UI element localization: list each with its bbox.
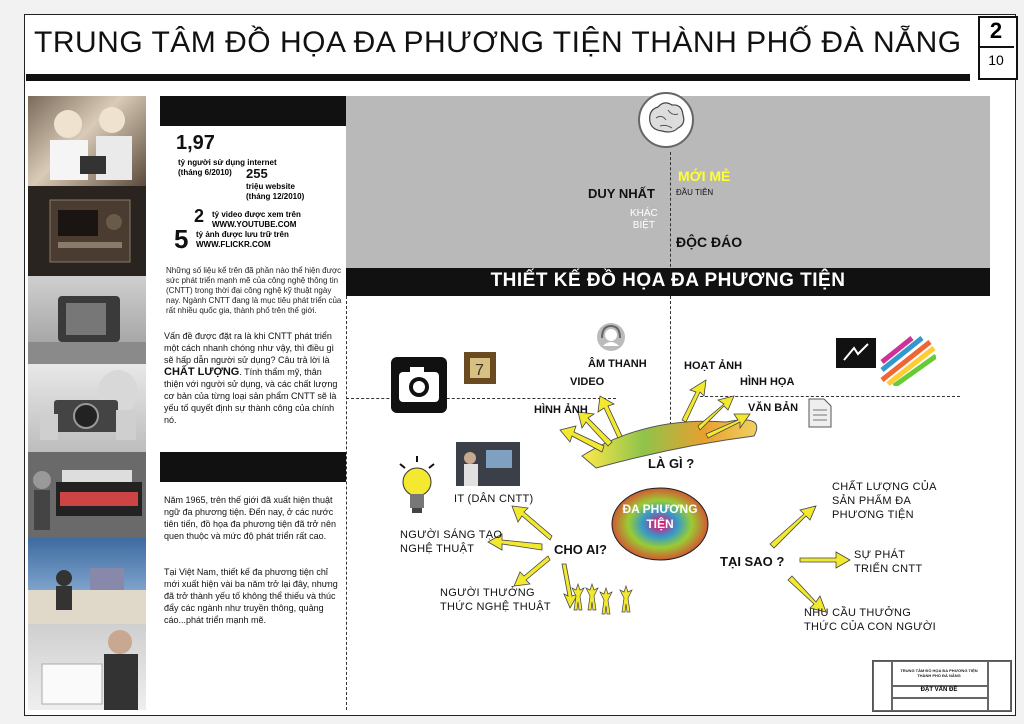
- lightbulb-icon: [396, 456, 438, 518]
- document-icon: [808, 398, 832, 428]
- core-label-line1: ĐA PHƯƠNG: [622, 502, 698, 516]
- photo-camera-hands: [28, 364, 146, 452]
- it-workers-photo: [456, 442, 520, 486]
- camera-hands-illustration: [28, 364, 146, 452]
- quality-different-line2: BIỆT: [632, 220, 656, 231]
- quality-paragraph: [164, 330, 342, 426]
- businessman-illustration: [28, 624, 146, 710]
- arrow-audience: [514, 556, 550, 586]
- photo-old-radio: [28, 186, 146, 276]
- radio-illustration: [28, 186, 146, 276]
- banner-title: THIẾT KẾ ĐỒ HỌA ĐA PHƯƠNG TIỆN: [490, 270, 846, 291]
- why-quality-line1: CHẤT LƯỢNG CỦA: [832, 481, 937, 493]
- page-total: 10: [988, 52, 1004, 68]
- photos-label: [196, 230, 289, 250]
- arrow-animation: [682, 380, 706, 422]
- why-quality-line2: SẢN PHẨM ĐA: [832, 495, 912, 507]
- why-needs: [804, 606, 936, 634]
- photo-businessman: [28, 624, 146, 710]
- arrow-quality: [770, 506, 816, 548]
- why-growth: [854, 548, 922, 576]
- arrow-growth: [800, 552, 850, 568]
- quality-unique: DUY NHẤT: [588, 186, 655, 201]
- quality-first: ĐẦU TIÊN: [676, 188, 714, 197]
- media-graphics-label: HÌNH HỌA: [740, 376, 795, 388]
- quality-emphasis: CHẤT LƯỢNG: [164, 366, 240, 378]
- question-who: CHO AI?: [554, 542, 607, 557]
- why-quality: [832, 480, 937, 522]
- title-underline: [26, 74, 970, 81]
- why-growth-line1: SỰ PHÁT: [854, 549, 906, 561]
- photos-label-line1: tỷ ảnh được lưu trữ trên: [196, 230, 289, 239]
- film-reel-icon: [462, 350, 498, 386]
- photo-office-people: [28, 538, 146, 624]
- tv-illustration: [28, 276, 146, 364]
- videos-label: [212, 210, 301, 230]
- internet-users-value: 1,97: [176, 132, 215, 154]
- photo-children-reading: [28, 96, 146, 186]
- color-pencils-icon: [880, 336, 936, 386]
- history-header-bar: [160, 452, 346, 482]
- why-growth-line2: TRIỂN CNTT: [854, 563, 923, 575]
- videos-label-line1: tỷ video được xem trên: [212, 210, 301, 219]
- who-creators-line1: NGƯỜI SÁNG TẠO: [400, 529, 503, 541]
- videos-label-line2: WWW.YOUTUBE.COM: [212, 220, 297, 229]
- why-needs-line1: NHU CẦU THƯỞNG: [804, 607, 912, 619]
- photo-old-tv: [28, 276, 146, 364]
- videos-value: 2: [194, 206, 205, 226]
- panel-dashed-divider: [670, 152, 671, 272]
- quality-paragraph-before: Vấn đề được đặt ra là khi CNTT phát triển một cách nhanh chóng như vậy, thì điều gì sẽ hấp dẫn người sử dụng? Câu trả lời là: [164, 331, 334, 365]
- history-paragraph: Năm 1965, trên thế giới đã xuất hiện thuật ngữ đa phương tiện. Đến nay, ở các nước tiên tiến, đồ họa đa phương tiện đã trở nên quen thuộc và mức độ phát triển rất cao.: [164, 495, 336, 541]
- who-audience: [440, 586, 551, 614]
- stats-note: Những số liệu kể trên đã phần nào thể hiện được sức phát triển mạnh mẽ của công nghệ thông tin (CNTT) trong thời đại công nghệ kỹ thuật ngày nay. Ngành CNTT đang là mục tiêu phát triển của rất nhiều quốc gia, thành phố trên thế giới.: [166, 266, 342, 315]
- question-what: LÀ GÌ ?: [648, 456, 695, 471]
- who-audience-line2: THỨC NGHỆ THUẬT: [440, 601, 551, 613]
- photos-label-line2: WWW.FLICKR.COM: [196, 240, 271, 249]
- why-quality-line3: PHƯƠNG TIỆN: [832, 509, 914, 521]
- media-sound-label: ÂM THANH: [588, 358, 647, 370]
- svg-text:7: 7: [475, 362, 484, 379]
- photos-value: 5: [174, 224, 189, 254]
- quality-different-line1: KHÁC: [630, 208, 658, 219]
- internet-users-label-line2: (tháng 6/2010): [178, 168, 232, 177]
- media-image-label: HÌNH ẢNH: [534, 404, 588, 416]
- stats-header-bar: [160, 96, 346, 126]
- websites-value: 255: [246, 166, 268, 181]
- quality-paragraph-after: . Tính thẩm mỹ, thân thiện với người sử dụng, và các chất lượng cơ bản của từng loại sản phẩm CNTT sẽ là yếu tố quyết định sự thành công của chính nó.: [164, 367, 338, 425]
- why-needs-line2: THỨC CỦA CON NGƯỜI: [804, 621, 937, 633]
- question-why: TẠI SAO ?: [720, 554, 785, 569]
- people-figures: [572, 584, 632, 614]
- media-animation-label: HOẠT ẢNH: [684, 360, 743, 372]
- core-label-line2: TIỆN: [646, 517, 674, 531]
- who-creators: [400, 528, 502, 556]
- title-block-sheet-cell: [987, 661, 1011, 711]
- core-label: [612, 502, 708, 532]
- brain-icon: [636, 90, 696, 150]
- media-video-label: VIDEO: [570, 376, 605, 388]
- page-title: TRUNG TÂM ĐỒ HỌA ĐA PHƯƠNG TIỆN THÀNH PHỐ ĐÀ NẴNG: [34, 26, 962, 59]
- animation-icon: [836, 338, 876, 368]
- internet-users-label-line1: tỷ người sử dụng internet: [178, 158, 277, 167]
- websites-label: [246, 182, 304, 202]
- websites-label-line2: (tháng 12/2010): [246, 192, 305, 201]
- title-block-topic: ĐẶT VẤN ĐỀ: [920, 687, 958, 693]
- websites-label-line1: triệu website: [246, 182, 295, 191]
- who-creators-line2: NGHỆ THUẬT: [400, 543, 475, 555]
- title-block-logo-cell: [873, 661, 893, 711]
- media-text-label: VĂN BẢN: [748, 402, 799, 414]
- office-illustration: [28, 538, 146, 624]
- title-block-project: [895, 668, 983, 678]
- children-illustration: [28, 96, 146, 186]
- vietnam-paragraph: Tại Việt Nam, thiết kế đa phương tiện chỉ mới xuất hiện vài ba năm trở lại đây, nhưng đã trở thành yếu tố không thể thiếu và thúc đẩy các ngành như truyền thông, quảng cáo...phát triển mạnh mẽ.: [164, 567, 338, 625]
- page-number: 2: [989, 18, 1003, 43]
- who-audience-line1: NGƯỜI THƯỞNG: [440, 587, 535, 599]
- page-number-divider: [978, 46, 1014, 48]
- quality-different: [630, 208, 658, 232]
- who-it-people: IT (DÂN CNTT): [454, 493, 534, 505]
- title-block-author-cell: [891, 697, 989, 711]
- arrow-it-people: [512, 506, 552, 540]
- photo-printer: [28, 452, 146, 538]
- printer-illustration: [28, 452, 146, 538]
- title-block-project-line2: THÀNH PHỐ ĐÀ NẴNG: [917, 673, 961, 678]
- quality-new: MỚI MẺ: [678, 168, 731, 184]
- title-block: [872, 660, 1012, 712]
- quality-original: ĐỘC ĐÁO: [676, 234, 743, 250]
- title-block-project-line1: TRUNG TÂM ĐỒ HỌA ĐA PHƯƠNG TIỆN: [900, 668, 978, 673]
- camera-icon: [390, 356, 448, 414]
- headphones-icon: [596, 322, 626, 352]
